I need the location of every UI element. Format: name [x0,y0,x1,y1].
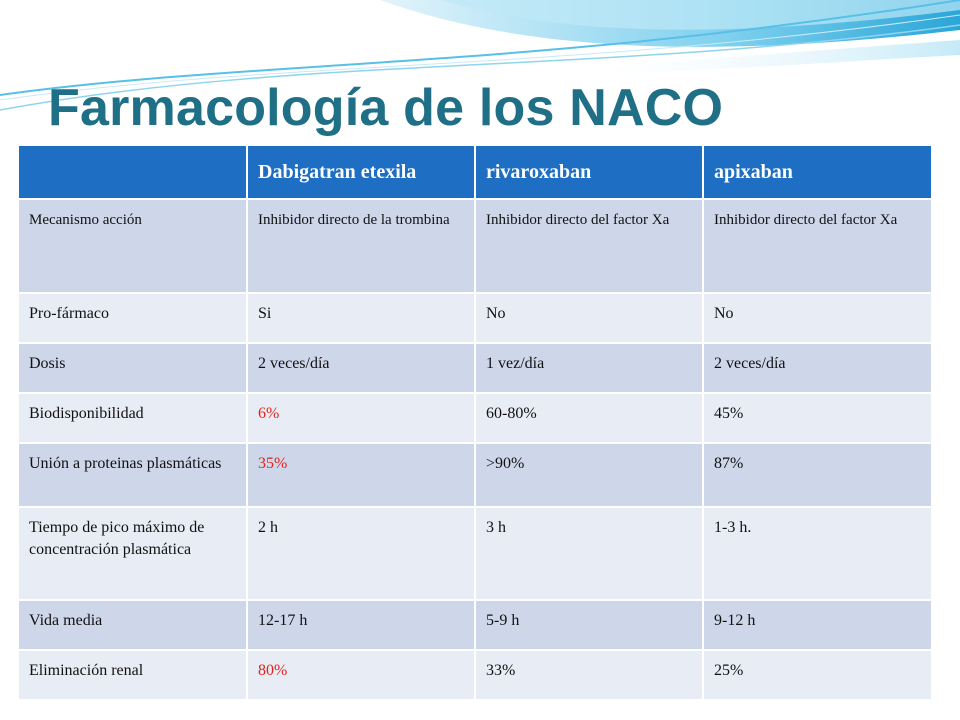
table-cell: No [475,293,703,343]
table-row [19,507,932,600]
row-label: Vida media [19,600,247,650]
table-cell: 33% [475,650,703,700]
row-label: Dosis [19,343,247,393]
row-label: Pro-fármaco [19,293,247,343]
table-row [19,443,932,507]
row-label: Mecanismo acción [19,199,247,293]
table-cell-highlight: 80% [247,650,475,700]
table-cell: >90% [475,443,703,507]
row-label: Eliminación renal [19,650,247,700]
table-cell: 5-9 h [475,600,703,650]
header-rivaroxaban: rivaroxaban [475,146,703,199]
table-cell-highlight: 35% [247,443,475,507]
table-row [19,393,932,443]
row-label: Unión a proteinas plasmáticas [19,443,247,507]
table-header-row [19,146,932,199]
header-apixaban: apixaban [703,146,932,199]
table-row [19,293,932,343]
row-label: Biodisponibilidad [19,393,247,443]
table-cell: Inhibidor directo de la trombina [247,199,475,293]
row-label: Tiempo de pico máximo de concentración plasmática [19,507,247,600]
table-row [19,600,932,650]
table-cell: 45% [703,393,932,443]
table-cell-highlight: 6% [247,393,475,443]
header-empty [19,146,247,199]
table-cell: 2 veces/día [703,343,932,393]
pharmacology-table [19,146,933,701]
table-row [19,343,932,393]
table-cell: 2 veces/día [247,343,475,393]
table-cell: 2 h [247,507,475,600]
table-cell: 60-80% [475,393,703,443]
table-cell: 9-12 h [703,600,932,650]
header-dabigatran: Dabigatran etexila [247,146,475,199]
table-row [19,199,932,293]
table-cell: 12-17 h [247,600,475,650]
table-row [19,650,932,700]
table-cell: 3 h [475,507,703,600]
table-cell: Si [247,293,475,343]
table-cell: 1-3 h. [703,507,932,600]
table-cell: No [703,293,932,343]
table-cell: 87% [703,443,932,507]
page-title: Farmacología de los NACO [48,79,724,137]
table-cell: Inhibidor directo del factor Xa [475,199,703,293]
table-cell: 1 vez/día [475,343,703,393]
table-cell: 25% [703,650,932,700]
table-cell: Inhibidor directo del factor Xa [703,199,932,293]
